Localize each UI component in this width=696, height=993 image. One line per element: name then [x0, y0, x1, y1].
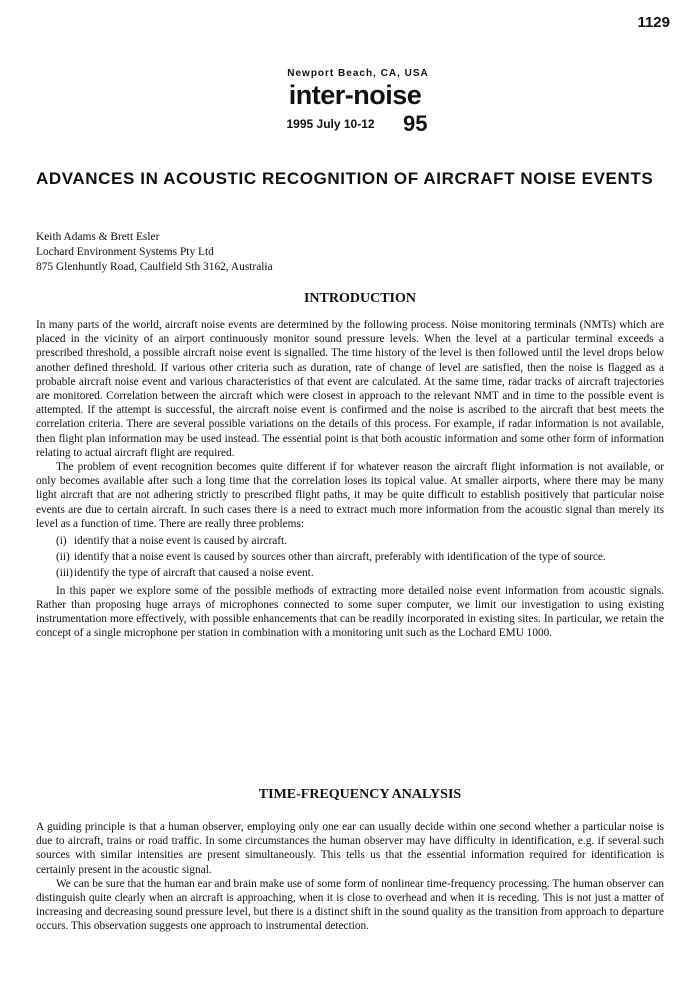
time-frequency-section [36, 820, 664, 934]
time-frequency-paragraph-2: We can be sure that the human ear and brain make use of some form of nonlinear time-frequency processing. The human observer can distinguish quite clearly when an aircraft is approaching, when it is close to overhead and when it is receding. This is not just a matter of increasing and decreasing sound pressure level, but there is a distinct shift in the sound quality as the transition from approach to departure occurs. This observation suggests one approach to instrumental detection. [36, 877, 664, 933]
author-affiliation: Lochard Environment Systems Pty Ltd [36, 246, 214, 258]
introduction-paragraph-1: In many parts of the world, aircraft noise events are determined by the following process. Noise monitoring terminals (NMTs) which are placed in the vicinity of an airport continuously monitor sound pressure levels. When the level at a particular terminal exceeds a prescribed threshold, a possible aircraft noise event is signalled. The time history of the level is then followed until the level drops below another defined threshold. If various other criteria such as duration, rate of change of level are satisfied, then the noise is flagged as a probable aircraft noise event and various characteristics of that event are calculated. At the same time, radar tracks of aircraft trajectories are monitored. Correlation between the aircraft which were closest in approach to the relevant NMT and in time to the possible event is attempted. If the attempt is successful, the aircraft noise event is confirmed and the noise is ascribed to the aircraft that best meets the correlation criteria. There are several possible variations on the details of this process. For example, if radar information is not available, then flight plan information may be used instead. The essential point is that both acoustic information and some other form of information relating to actual aircraft flight are required. [36, 319, 664, 459]
problem-list [36, 534, 664, 581]
introduction-section [36, 318, 664, 640]
list-item-text: identify that a noise event is caused by aircraft. [74, 535, 287, 548]
conference-logo: inter-noise [288, 80, 422, 110]
list-item-text: identify that a noise event is caused by sources other than aircraft, preferably with identification of the type of source. [74, 551, 606, 564]
list-item [56, 566, 664, 580]
conference-header [0, 68, 696, 137]
list-item-text: identify the type of aircraft that caused a noise event. [74, 567, 314, 580]
list-item [56, 534, 664, 548]
page-number: 1129 [637, 14, 670, 31]
conference-location: Newport Beach, CA, USA [287, 68, 429, 79]
time-frequency-heading: TIME-FREQUENCY ANALYSIS [258, 787, 462, 802]
author-names: Keith Adams & Brett Esler [36, 231, 160, 243]
list-item-number: (i) [56, 535, 67, 548]
introduction-heading: INTRODUCTION [303, 291, 416, 306]
list-item [56, 550, 664, 564]
author-block [36, 230, 273, 275]
list-item-number: (ii) [56, 551, 70, 564]
introduction-paragraph-2: The problem of event recognition becomes quite different if for whatever reason the aircraft flight information is not available, or only becomes available after such a long time that the correlation loses its topical value. At smaller airports, where there may be many light aircraft that are not adhering strictly to prescribed flight paths, it may be quite difficult to establish positively that particular noise events are due to certain aircraft. In such cases there is a need to extract much more information from the acoustic signal than merely its level as a function of time. There are really three problems: [36, 461, 664, 530]
list-item-number: (iii) [56, 567, 73, 580]
introduction-paragraph-3: In this paper we explore some of the possible methods of extracting more detailed noise event information from acoustic signals. Rather than proposing huge arrays of microphones connected to some super computer, we limit our investigation to using existing instrumentation more effectively, with possible enhancements that can be readily incorporated in existing sites. In particular, we retain the concept of a single microphone per station in combination with a monitoring unit such as the Lochard EMU 1000. [36, 584, 664, 640]
paper-title: ADVANCES IN ACOUSTIC RECOGNITION OF AIRCRAFT NOISE EVENTS [36, 169, 654, 188]
conference-date-row [18, 111, 696, 137]
time-frequency-paragraph-1: A guiding principle is that a human observer, employing only one ear can usually decide within one second whether a particular noise is due to aircraft, trains or road traffic. In some circumstances the human observer may have difficulty in identification, e.g. if several such sources with similar intensities are present simultaneously. This tells us that the essential information required for identification is certainly present in the acoustic signal. [36, 821, 664, 876]
conference-date: 1995 July 10-12 [286, 117, 375, 131]
author-address: 875 Glenhuntly Road, Caulfield Sth 3162, Australia [36, 261, 273, 273]
conference-year: 95 [403, 111, 428, 136]
